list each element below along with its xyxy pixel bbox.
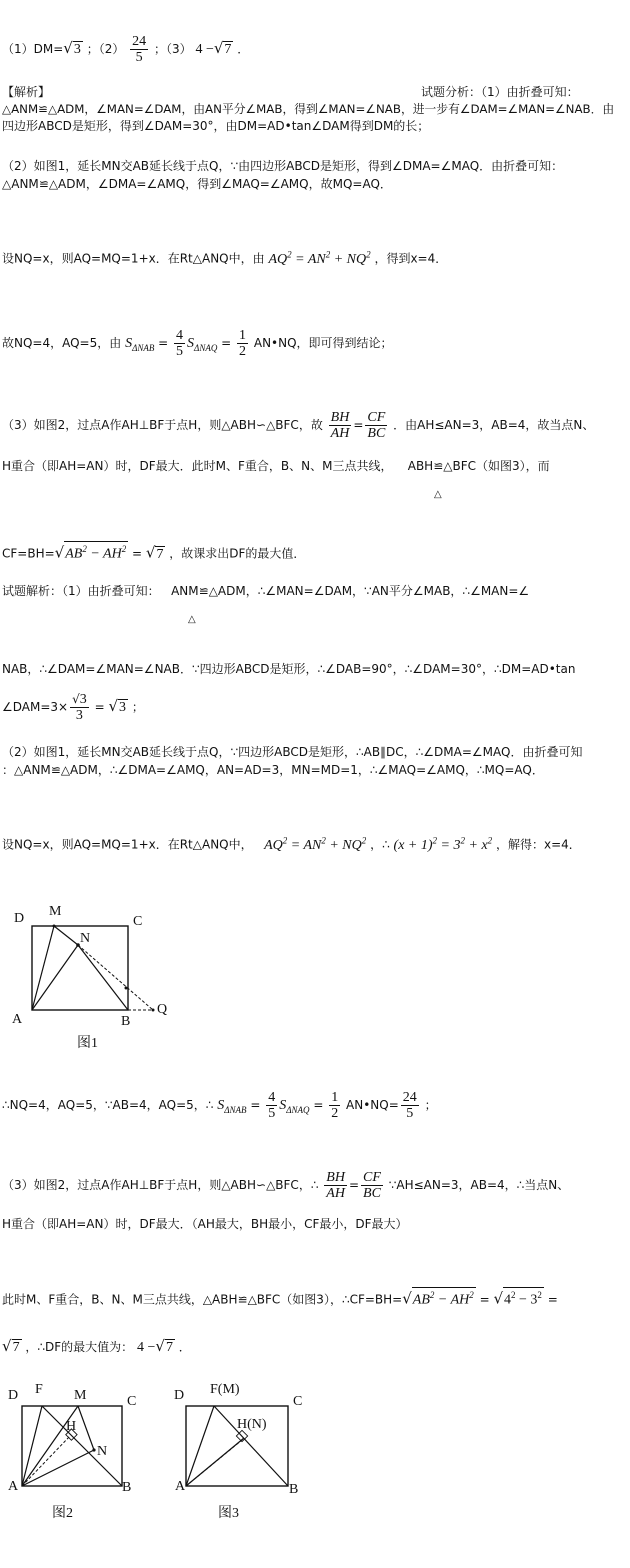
solution-line-11: √7 ，∴DF的最大值为： 4 −√7 ． (2, 1337, 191, 1355)
answer-part3-a: 4 − (195, 42, 214, 57)
triangle-mark-2: △ (188, 614, 196, 625)
fig2-label-C: C (127, 1394, 137, 1409)
fig3-label-D: D (174, 1388, 185, 1403)
fig1-label-N: N (80, 931, 91, 946)
fig3-label-B: B (289, 1482, 299, 1497)
analysis-line-4: △ANM≌△ADM，∠DMA=∠AMQ，得到∠MAQ=∠AMQ，故MQ=AQ． (2, 177, 392, 191)
fig1-label-Q: Q (157, 1002, 168, 1017)
fig2-caption: 图2 (52, 1506, 73, 1521)
fig1-label-M: M (49, 904, 62, 919)
fig1-caption: 图1 (77, 1036, 98, 1051)
fig3-label-A: A (175, 1479, 186, 1494)
fig1-label-A: A (12, 1012, 23, 1027)
fig3-caption: 图3 (218, 1506, 239, 1521)
analysis-line-6: 故NQ=4，AQ=5，由 $S_{\Delta NAB}$ = $\frac{4}{5}$ $S_{\Delta NAQ}$ = $\frac{1}{2}$ AN•NQ，即可得到结论； (2, 328, 393, 359)
fig1-label-C: C (133, 914, 143, 929)
solution-line-5: ：△ANM≌△ADM，∴∠DMA=∠AMQ，AN=AD=3，MN=MD=1，∴∠MAQ=∠AMQ，∴MQ=AQ． (2, 763, 544, 777)
solution-line-7: ∴NQ=4，AQ=5，∵AB=4，AQ=5，∴ $S_{\Delta NAB}$ = $\frac{4}{5}$ $S_{\Delta NAQ}$ = $\frac{1}{2}$ AN•NQ= $\frac{24}{5}$ ； (2, 1090, 437, 1121)
solution-line-9: H重合（即AH=AN）时，DF最大．（AH最大，BH最小，CF最小，DF最大） (2, 1217, 408, 1231)
analysis-line-8: H重合（即AH=AN）时，DF最大．此时M、F重合，B、N、M三点共线， ABH≌△BFC（如图3），而 (2, 459, 550, 473)
solution-line-8: （3）如图2，过点A作AH⊥BF于点H，则△ABH∽△BFC，∴ $\frac{BH}{AH}$ = $\frac{CF}{BC}$ ∵AH≤AN=3，AB=4，∴当点N、 (2, 1170, 570, 1201)
solution-line-1: 试题解析：（1）由折叠可知： ANM≌△ADM，∴∠MAN=∠DAM，∵AN平分∠MAB，∴∠MAN=∠ (2, 584, 530, 598)
analysis-line-5: 设NQ=x，则AQ=MQ=1+x．在Rt△ANQ中，由 $AQ^2 = AN^2 + NQ^2$ ，得到x=4． (2, 249, 448, 267)
fig2-label-D: D (8, 1388, 19, 1403)
analysis-title: 试题分析：（1）由折叠可知： (421, 85, 579, 99)
answer-sqrt3: 3 (73, 42, 81, 57)
fig2-label-H: H (66, 1419, 77, 1434)
analysis-label: 【解析】 (2, 85, 51, 99)
solution-line-3: ∠DAM=3× $\frac{√3}{3}$ = √3 ； (2, 692, 144, 723)
answer-line: （1）DM=√3 ；（2） $\frac{24}{5}$ ；（3） 4 −√7 ． (2, 34, 250, 65)
fig3-label-FM: F(M) (210, 1382, 240, 1397)
triangle-mark: △ (434, 489, 442, 500)
answer-frac: $\frac{24}{5}$ (132, 34, 147, 65)
figure-3 (176, 1390, 306, 1490)
fig1-label-B: B (121, 1014, 131, 1029)
analysis-line-3: （2）如图1，延长MN交AB延长线于点Q，∵由四边形ABCD是矩形，得到∠DMA=∠MAQ．由折叠可知： (2, 159, 564, 173)
fig2-label-M: M (74, 1388, 87, 1403)
analysis-line-2: 四边形ABCD是矩形，得到∠DAM=30°，由DM=AD•tan∠DAM得到DM的长； (2, 119, 430, 133)
solution-line-6: 设NQ=x，则AQ=MQ=1+x．在Rt△ANQ中， $AQ^2 = AN^2 + NQ^2$ ，∴ $(x + 1)^2 = 3^2 + x^2$ ，解得：x=4． (2, 835, 581, 853)
fig2-label-N: N (97, 1444, 108, 1459)
answer-part2: ；（2） (86, 42, 125, 56)
fig2-label-B: B (122, 1480, 132, 1495)
answer-part3: ；（3） (153, 42, 192, 56)
solution-line-2: NAB，∴∠DAM=∠MAN=∠NAB．∵四边形ABCD是矩形，∴∠DAB=90°，∴∠DAM=30°，∴DM=AD•tan (2, 662, 576, 676)
fig2-label-F: F (35, 1382, 43, 1397)
answer-part1: （1）DM= (2, 42, 64, 56)
analysis-line-7: （3）如图2，过点A作AH⊥BF于点H，则△ABH∽△BFC，故 $\frac{BH}{AH}$ = $\frac{CF}{BC}$ ．由AH≤AN=3，AB=4，故当点N、 (2, 410, 595, 441)
analysis-line-9: $CF=BH=√AB^2 - AH^2 = √7$ ，故课求出DF的最大值． (2, 541, 305, 562)
fig1-label-D: D (14, 911, 25, 926)
analysis-line-1: △ANM≌△ADM，∠MAN=∠DAM，由AN平分∠MAB，得到∠MAN=∠NAB，进一步有∠DAM=∠MAN=∠NAB．由 (2, 102, 615, 116)
fig3-label-C: C (293, 1394, 303, 1409)
solution-line-10: 此时M、F重合，B、N、M三点共线，△ABH≌△BFC（如图3），$\therefore CF=BH=√AB^2 - AH^2 = √4^2 - 3^2$ = (2, 1287, 558, 1308)
fig3-label-HN: H(N) (237, 1417, 267, 1432)
fig2-label-A: A (8, 1479, 19, 1494)
solution-line-4: （2）如图1，延长MN交AB延长线于点Q，∵四边形ABCD是矩形，∴AB∥DC，∴∠DMA=∠MAQ．由折叠可知 (2, 745, 583, 759)
